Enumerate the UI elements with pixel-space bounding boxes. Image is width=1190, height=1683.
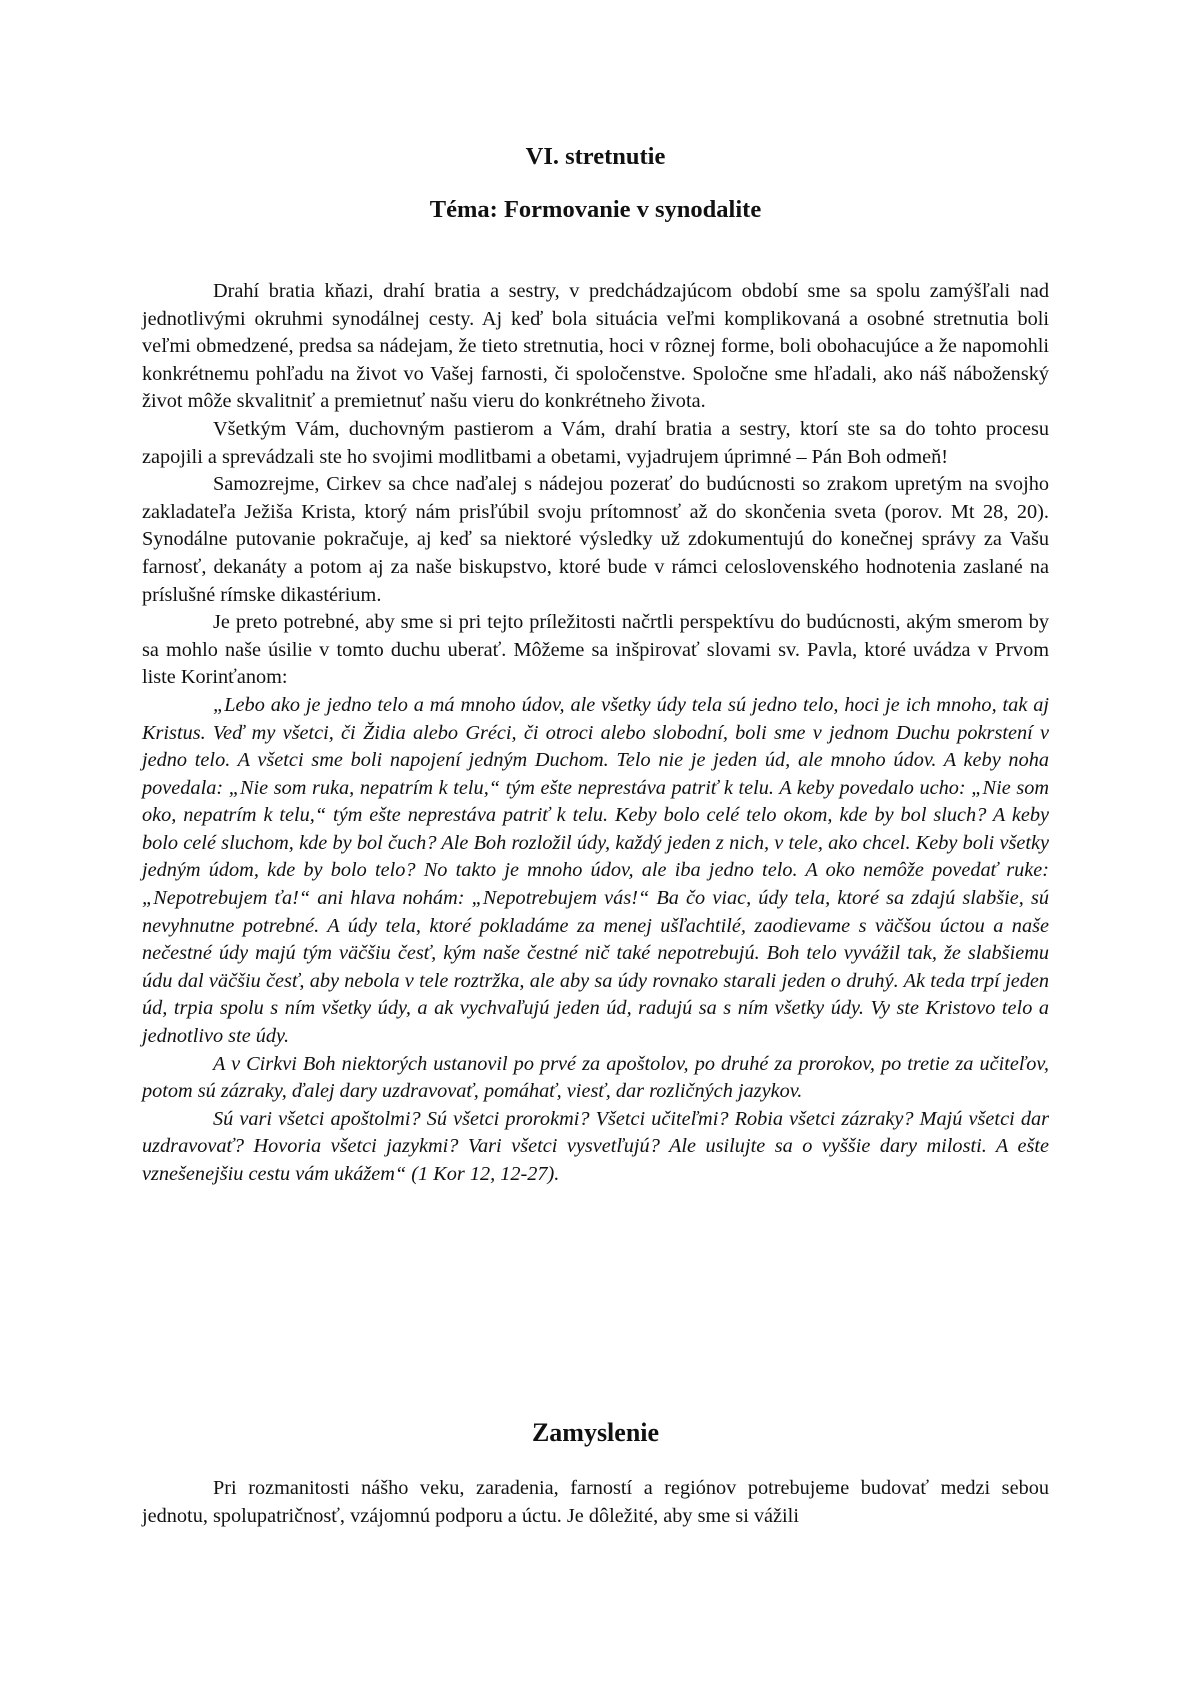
meeting-title: VI. stretnutie bbox=[525, 143, 666, 170]
intro-section bbox=[142, 278, 1049, 1189]
theme-title: Téma: Formovanie v synodalite bbox=[429, 196, 762, 223]
scripture-quote-gifts: Sú vari všetci apoštolmi? Sú všetci prorokmi? Všetci učiteľmi? Robia všetci zázraky? Majú všetci dar uzdravovať? Hovoria všetci jazykmi? Vari všetci vysvetľujú? Ale usilujte sa o vyššie dary milosti. A ešte vznešenejšiu cestu vám ukážem“ (1 Kor 12, 12-27). bbox=[142, 1107, 1049, 1185]
paragraph-greeting: Drahí bratia kňazi, drahí bratia a sestry, v predchádzajúcom období sme sa spolu zamýšľali nad jednotlivými okruhmi synodálnej cesty. Aj keď bola situácia veľmi komplikovaná a osobné stretnutia boli veľmi obmedzené, predsa sa nádejam, že tieto stretnutia, hoci v rôznej forme, boli obohacujúce a že napomohli konkrétnemu pohľadu na život vo Vašej farnosti, či spoločenstve. Spoločne sme hľadali, ako náš náboženský život môže skvalitniť a premietnuť našu vieru do konkrétneho života. bbox=[142, 280, 1049, 413]
reflection-heading: Zamyslenie bbox=[531, 1418, 660, 1447]
paragraph-reflection: Pri rozmanitosti nášho veku, zaradenia, farností a regiónov potrebujeme budovať medzi sebou jednotu, spolupatričnosť, vzájomnú podporu a úctu. Je dôležité, aby sme si vážili bbox=[142, 1477, 1049, 1527]
reflection-section bbox=[142, 1475, 1049, 1530]
paragraph-perspective: Je preto potrebné, aby sme si pri tejto príležitosti načrtli perspektívu do budúcnosti, akým smerom by sa mohlo naše úsilie v tomto duchu uberať. Môžeme sa inšpirovať slovami sv. Pavla, ktoré uvádza v Prvom liste Korinťanom: bbox=[142, 611, 1049, 689]
paragraph-thanks: Všetkým Vám, duchovným pastierom a Vám, drahí bratia a sestry, ktorí ste sa do tohto procesu zapojili a sprevádzali ste ho svojimi modlitbami a obetami, vyjadrujem úprimné – Pán Boh odmeň! bbox=[142, 417, 1049, 468]
scripture-quote-church: A v Cirkvi Boh niektorých ustanovil po prvé za apoštolov, po druhé za prorokov, po tretie za učiteľov, potom sú zázraky, ďalej dary uzdravovať, pomáhať, viesť, dar rozličných jazykov. bbox=[142, 1052, 1049, 1103]
paragraph-synodal-journey: Samozrejme, Cirkev sa chce naďalej s nádejou pozerať do budúcnosti so zrakom upretým na svojho zakladateľa Ježiša Krista, ktorý nám prisľúbil svoju prítomnosť až do skončenia sveta (porov. Mt 28, 20). Synodálne putovanie pokračuje, aj keď sa niektoré výsledky už zdokumentujú do konečnej správy za Vašu farnosť, dekanáty a potom aj za naše biskupstvo, ktoré bude v rámci celoslovenského hodnotenia zaslané na príslušné rímske dikastérium. bbox=[142, 473, 1049, 606]
scripture-quote-body: „Lebo ako je jedno telo a má mnoho údov, ale všetky údy tela sú jedno telo, hoci je ich mnoho, tak aj Kristus. Veď my všetci, či Židia alebo Gréci, či otroci alebo slobodní, boli sme v jednom Duchu pokrstení v jedno telo. A všetci sme boli napojení jedným Duchom. Telo nie je jeden úd, ale mnoho údov. A keby noha povedala: „Nie som ruka, nepatrím k telu,“ tým ešte neprestáva patriť k telu. A keby povedalo ucho: „Nie som oko, nepatrím k telu,“ tým ešte neprestáva patriť k telu. Keby bolo celé telo okom, kde by bol sluch? A keby bolo celé sluchom, kde by bol čuch? Ale Boh rozložil údy, každý jeden z nich, v tele, ako chcel. Keby boli všetky jedným údom, kde by bolo telo? No takto je mnoho údov, ale iba jedno telo. A oko nemôže povedať ruke: „Nepotrebujem ťa!“ ani hlava nohám: „Nepotrebujem vás!“ Ba čo viac, údy tela, ktoré sa zdajú slabšie, sú nevyhnutne potrebné. A údy tela, ktoré pokladáme za menej ušľachtilé, zaodievame s väčšou úctou a naše nečestné údy majú tým väčšiu česť, kým naše čestné nič také nepotrebujú. Boh telo vyvážil tak, že slabšiemu údu dal väčšiu česť, aby nebola v tele roztržka, ale aby sa údy rovnako starali jeden o druhý. Ak teda trpí jeden úd, trpia spolu s ním všetky údy, a ak vychvaľujú jeden úd, radujú sa s ním všetky údy. Vy ste Kristovo telo a jednotlivo ste údy. bbox=[142, 693, 1049, 1048]
